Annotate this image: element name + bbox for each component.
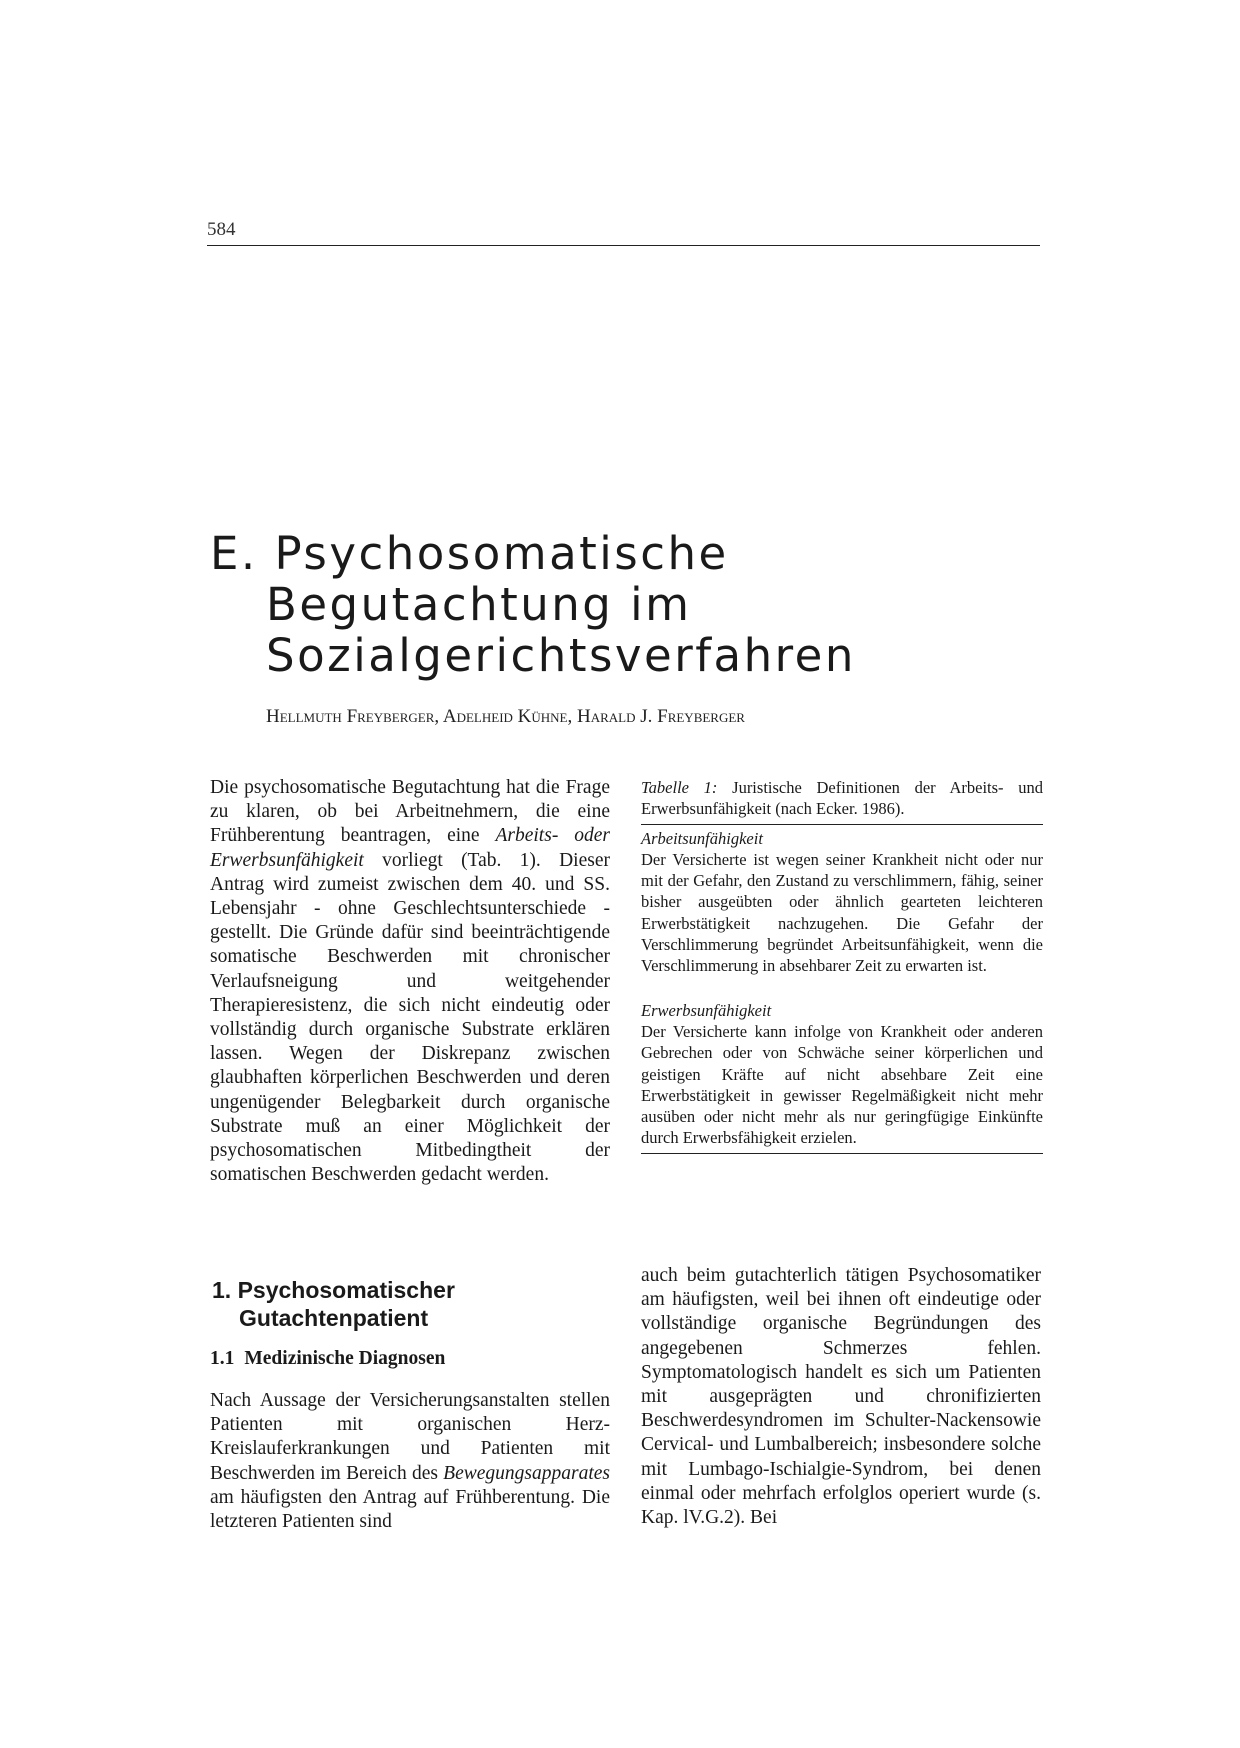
- subsection-heading: [210, 1348, 445, 1370]
- chapter-title-line-2: Begutachtung im: [266, 578, 692, 631]
- section-heading-line-2: Gutachtenpatient: [239, 1305, 429, 1331]
- body-text-right-column: [641, 1264, 1041, 1530]
- table-term-erwerbsunfaehigkeit: Erwerbsunfähigkeit: [641, 1000, 772, 1020]
- table-caption: [641, 777, 1043, 820]
- body-right-text: auch beim gutachterlich tätigen Psychosomatiker am häufigsten, weil bei ihnen oft eindeutige oder vollständige organische Begründungen des angegebenen Schmerzes fehlen. Symptomatologisch handelt es sich um Patienten mit ausgeprägten und chronifizierten Beschwerdesyndromen im Schulter-Nackensowie Cervical- und Lumbalbereich; insbesondere solche mit Lumbago-Ischialgie-Syndrom, bei denen einmal oder mehrfach erfolglos operiert wurde (s. Kap. lV.G.2). Bei: [641, 1265, 1041, 1529]
- body-left-text: Nach Aussage der Versicherungsanstalten stellen Patienten mit organischen Herz-Kreislauferkrankungen und Patienten mit Beschwerden im Bereich des: [210, 1390, 610, 1484]
- body-left-text-end: am häufigsten den Antrag auf Frühberentung. Die letzteren Patienten sind: [210, 1486, 610, 1533]
- page-number: 584: [207, 219, 236, 240]
- table-term-arbeitsunfaehigkeit: Arbeitsunfähigkeit: [641, 828, 763, 848]
- intro-emphasis: Arbeits- oder Erwerbsunfähigkeit: [210, 825, 610, 871]
- subsection-title: Medizinische Diagnosen: [244, 1348, 446, 1369]
- intro-text-end: vorliegt (Tab. 1). Dieser Antrag wird zumeist zwischen dem 40. und SS. Lebensjahr - ohne Geschlechtsunterschiede - gestellt. Die Gründe dafür sind beeinträchtigende somatische Beschwerden mit chronischer Verlaufsneigung und weitgehender Therapieresistenz, die sich nicht eindeutig oder vollständig durch organische Substrate erklären lassen. Wegen der Diskrepanz zwischen glaubhaften körperlichen Beschwerden und deren ungenügender Belegbarkeit durch organische Substrate muß an einer Möglichkeit der psychosomatischen Mitbedingtheit der somatischen Beschwerden gedacht werden.: [210, 849, 610, 1186]
- section-heading: [212, 1276, 455, 1332]
- table-top-rule: [641, 824, 1043, 825]
- intro-text: Die psychosomatische Begutachtung hat die Frage zu klaren, ob bei Arbeitnehmern, die eine Frühberentung beantragen, eine: [210, 777, 610, 847]
- table-definition-arbeitsunfaehigkeit: Der Versicherte ist wegen seiner Krankheit nicht oder nur mit der Gefahr, den Zustand zu verschlimmern, fähig, seiner bisher ausgeübten oder ähnlich gearteten leichteren Erwerbstätigkeit nachzugehen. Die Gefahr der Verschlimmerung begründet Arbeitsunfähigkeit, wenn die Verschlimmerung in absehbarer Zeit zu erwarten ist.: [641, 849, 1043, 976]
- table-caption-label: Tabelle 1:: [641, 778, 718, 797]
- chapter-title-line-1: E. Psychosomatische: [210, 527, 729, 580]
- section-heading-line-1: 1. Psychosomatischer: [212, 1277, 455, 1303]
- authors: Hellmuth Freyberger, Adelheid Kühne, Harald J. Freyberger: [266, 706, 745, 727]
- body-left-emphasis: Bewegungsapparates: [443, 1462, 610, 1484]
- table-1: [641, 777, 1043, 1157]
- table-bottom-rule: [641, 1153, 1043, 1154]
- intro-paragraph: [210, 776, 610, 1187]
- table-caption-text: Juristische Definitionen der Arbeits- und Erwerbsunfähigkeit (nach Ecker. 1986).: [641, 778, 1043, 819]
- header-rule: [207, 245, 1040, 246]
- chapter-title-line-3: Sozialgerichtsverfahren: [266, 629, 856, 682]
- subsection-number: 1.1: [210, 1348, 235, 1369]
- body-text-left-column: [210, 1389, 610, 1534]
- table-definition-erwerbsunfaehigkeit: Der Versicherte kann infolge von Krankheit oder anderen Gebrechen oder von Schwäche seiner körperlichen und geistigen Kräfte auf nicht absehbare Zeit eine Erwerbstätigkeit in gewisser Regelmäßigkeit nicht mehr ausüben oder nicht mehr als nur geringfügige Einkünfte durch Erwerbsfähigkeit erzielen.: [641, 1021, 1043, 1148]
- chapter-title: [210, 528, 856, 681]
